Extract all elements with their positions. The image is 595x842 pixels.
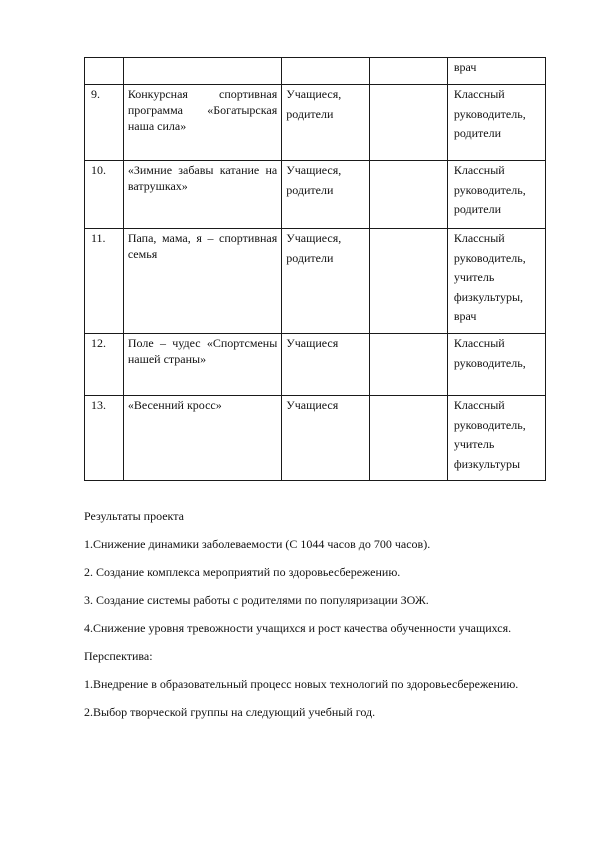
row-number: 9.: [85, 85, 124, 161]
result-item: 1.Снижение динамики заболеваемости (С 1044 часов до 700 часов).: [84, 537, 431, 551]
participants-text: Учащиеся: [286, 336, 339, 350]
table-row: [85, 161, 546, 229]
responsible-cell: [447, 229, 545, 334]
participants-cell: [282, 85, 370, 161]
responsible-cell: [447, 334, 545, 396]
date-cell: [370, 396, 448, 481]
participants-text: Учащиеся, родители: [286, 231, 342, 265]
date-cell: [370, 85, 448, 161]
responsible-text: Классный руководитель, родители: [453, 87, 526, 140]
date-cell: [370, 334, 448, 396]
result-item: 4.Снижение уровня тревожности учащихся и рост качества обученности учащихся.: [84, 621, 512, 635]
responsible-text: Классный руководитель, родители: [453, 163, 526, 216]
responsible-text: Классный руководитель, учитель физкультуры, врач: [453, 231, 526, 323]
result-item: 3. Создание системы работы с родителями по популяризации ЗОЖ.: [84, 593, 429, 607]
event-cell: [123, 229, 281, 334]
participants-text: Учащиеся, родители: [286, 163, 342, 197]
participants-text: Учащиеся: [286, 398, 339, 412]
participants-cell: [282, 229, 370, 334]
row-number: 12.: [85, 334, 124, 396]
participants-cell: [282, 396, 370, 481]
event-text: Папа, мама, я – спортивная семья: [127, 231, 278, 261]
table-row: [85, 85, 546, 161]
responsible-text: Классный руководитель,: [453, 336, 526, 370]
participants-cell: [282, 334, 370, 396]
perspective-item: 2.Выбор творческой группы на следующий учебный год.: [84, 705, 376, 719]
event-cell: [123, 334, 281, 396]
event-cell: [123, 58, 281, 85]
perspective-heading: Перспектива:: [84, 649, 153, 663]
date-cell: [370, 58, 448, 85]
event-text: «Весенний кросс»: [127, 398, 222, 412]
event-cell: [123, 396, 281, 481]
participants-text: Учащиеся, родители: [286, 87, 342, 121]
responsible-text: Классный руководитель, учитель физкультуры: [453, 398, 526, 471]
event-cell: [123, 161, 281, 229]
row-number: 11.: [85, 229, 124, 334]
events-table: [84, 57, 546, 481]
perspective-item: 1.Внедрение в образовательный процесс новых технологий по здоровьесбережению.: [84, 677, 519, 691]
participants-cell: [282, 161, 370, 229]
responsible-cell: [447, 85, 545, 161]
date-cell: [370, 229, 448, 334]
responsible-cell: [447, 161, 545, 229]
event-cell: [123, 85, 281, 161]
event-text: [128, 58, 277, 59]
row-number: 13.: [85, 396, 124, 481]
responsible-cell: [447, 58, 545, 85]
results-section: [84, 508, 553, 732]
event-text: Поле – чудес «Спортсмены нашей страны»: [127, 336, 278, 366]
row-number: 10.: [85, 161, 124, 229]
table-row: [85, 229, 546, 334]
participants-cell: [282, 58, 370, 85]
event-text: «Зимние забавы катание на ватрушках»: [127, 163, 278, 193]
row-number: [85, 58, 124, 85]
event-text: Конкурсная спортивная программа «Богатырская наша сила»: [127, 87, 278, 133]
table-row: [85, 334, 546, 396]
table-row: [85, 58, 546, 85]
responsible-cell: [447, 396, 545, 481]
responsible-text: врач: [453, 60, 477, 74]
results-heading: Результаты проекта: [84, 509, 184, 523]
result-item: 2. Создание комплекса мероприятий по здоровьесбережению.: [84, 565, 401, 579]
date-cell: [370, 161, 448, 229]
table-row: [85, 396, 546, 481]
